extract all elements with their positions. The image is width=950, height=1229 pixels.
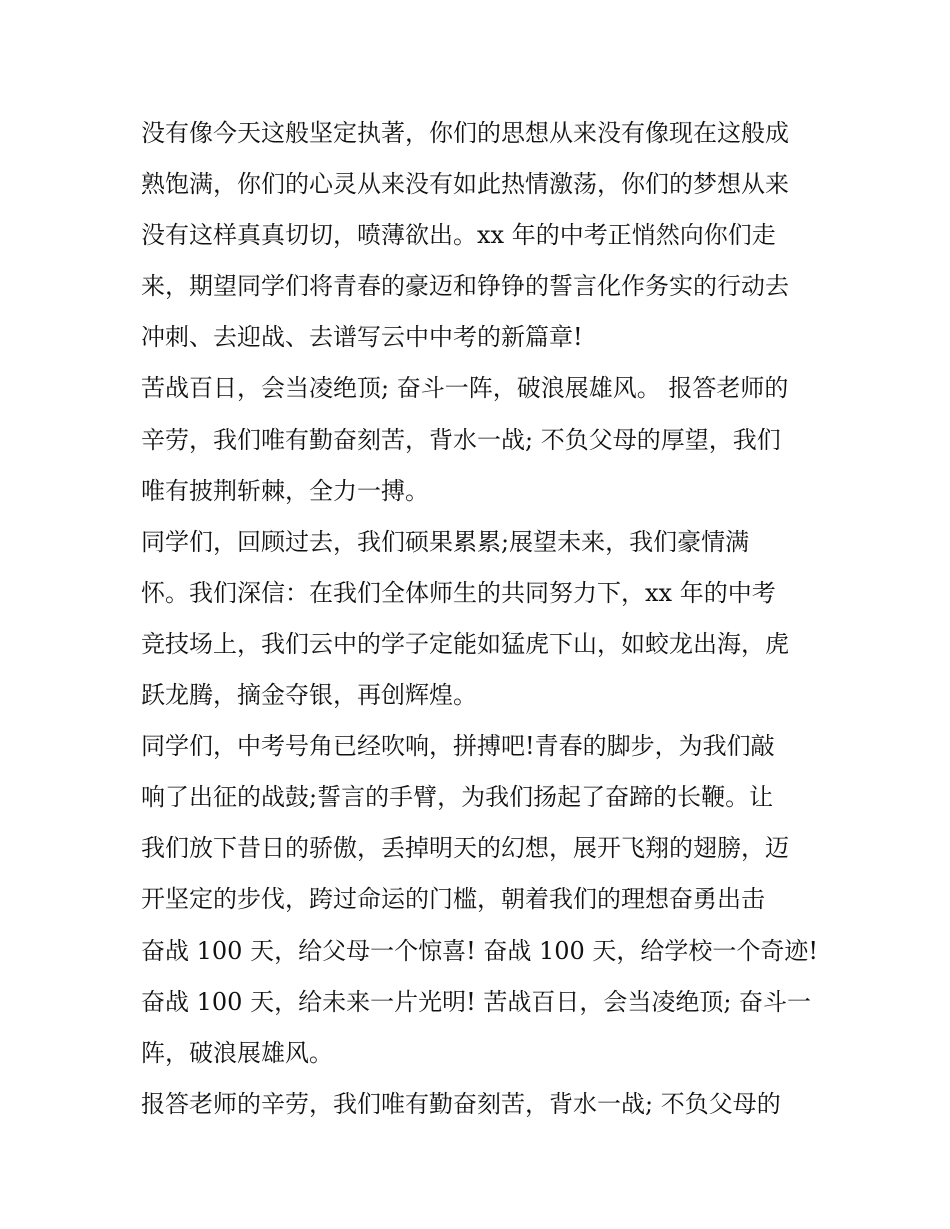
text-line: 同学们，回顾过去，我们硕果累累;展望未来，我们豪情满 xyxy=(141,527,750,556)
text-line: 开坚定的步伐，跨过命运的门槛，朝着我们的理想奋勇出击 xyxy=(141,885,765,914)
text-line: 苦战百日，会当凌绝顶; 奋斗一阵，破浪展雄风。 报答老师的 xyxy=(141,374,789,403)
text-line: 同学们，中考号角已经吹响，拼搏吧!青春的脚步，为我们敲 xyxy=(141,732,775,761)
text-line: 奋战 100 天，给未来一片光明! 苦战百日，会当凌绝顶; 奋斗一 xyxy=(141,987,812,1016)
text-line: 没有像今天这般坚定执著，你们的思想从来没有像现在这般成 xyxy=(141,119,789,147)
text-line: 辛劳，我们唯有勤奋刻苦，背水一战; 不负父母的厚望，我们 xyxy=(141,425,781,454)
text-line: 阵，破浪展雄风。 xyxy=(141,1038,333,1067)
text-line: 冲刺、去迎战、去谱写云中中考的新篇章! xyxy=(141,323,583,352)
text-line: 没有这样真真切切，喷薄欲出。xx 年的中考正悄然向你们走 xyxy=(141,221,776,250)
text-line: 怀。我们深信：在我们全体师生的共同努力下，xx 年的中考 xyxy=(141,578,776,607)
text-line: 来，期望同学们将青春的豪迈和铮铮的誓言化作务实的行动去 xyxy=(141,272,789,301)
text-line: 奋战 100 天，给父母一个惊喜! 奋战 100 天，给学校一个奇迹! xyxy=(141,936,819,965)
text-line: 报答老师的辛劳，我们唯有勤奋刻苦，背水一战; 不负父母的 xyxy=(141,1089,781,1118)
body-text xyxy=(141,108,821,1130)
text-line: 我们放下昔日的骄傲，丢掉明天的幻想，展开飞翔的翅膀，迈 xyxy=(141,834,789,863)
text-line: 熟饱满，你们的心灵从来没有如此热情激荡，你们的梦想从来 xyxy=(141,170,789,199)
text-line: 跃龙腾，摘金夺银，再创辉煌。 xyxy=(141,681,477,710)
text-line: 竞技场上，我们云中的学子定能如猛虎下山，如蛟龙出海，虎 xyxy=(141,629,789,658)
text-line: 响了出征的战鼓;誓言的手臂，为我们扬起了奋蹄的长鞭。让 xyxy=(141,783,774,812)
text-line: 唯有披荆斩棘，全力一搏。 xyxy=(141,476,429,505)
